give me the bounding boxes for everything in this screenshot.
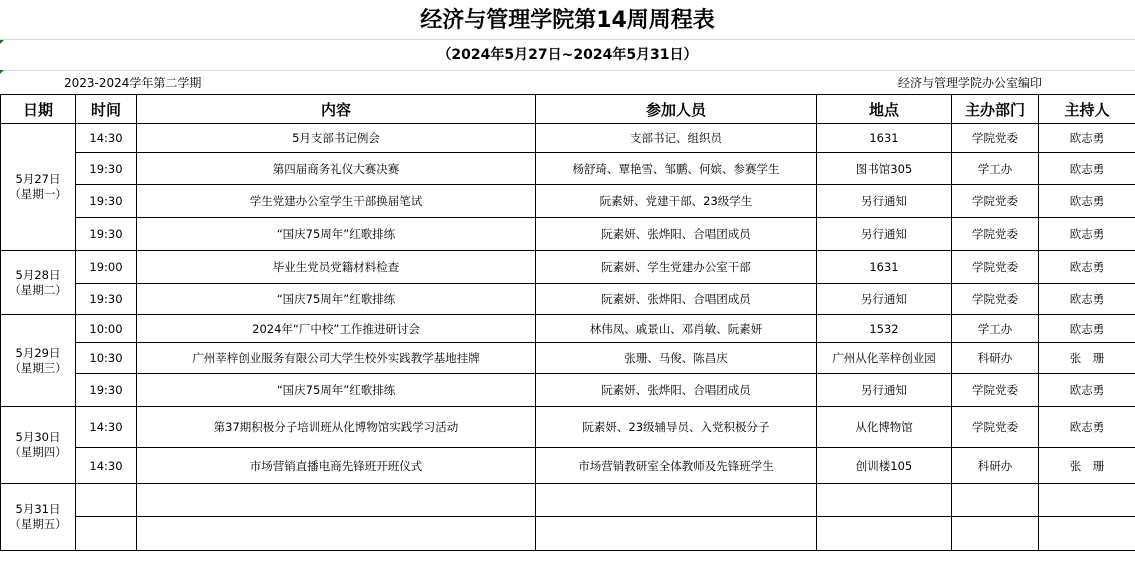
host-cell: 欧志勇 [1039, 153, 1135, 185]
location-cell: 广州从化莘梓创业园 [817, 343, 952, 374]
time-cell: 14:30 [76, 124, 137, 153]
day-cell [1, 124, 76, 251]
day-weekday: （星期二） [9, 282, 67, 297]
department-cell: 学院党委 [952, 407, 1039, 448]
time-cell: 19:30 [76, 284, 137, 315]
time-cell: 14:30 [76, 448, 137, 484]
department-cell: 学院党委 [952, 284, 1039, 315]
host-cell: 欧志勇 [1039, 185, 1135, 218]
department-cell: 科研办 [952, 343, 1039, 374]
host-cell: 张 珊 [1039, 343, 1135, 374]
location-cell: 从化博物馆 [817, 407, 952, 448]
host-cell [1039, 484, 1135, 517]
time-cell: 10:00 [76, 315, 137, 343]
time-cell: 19:30 [76, 185, 137, 218]
content-cell: 5月支部书记例会 [137, 124, 536, 153]
host-cell: 欧志勇 [1039, 407, 1135, 448]
department-cell: 学院党委 [952, 185, 1039, 218]
content-cell: 2024年“厂中校”工作推进研讨会 [137, 315, 536, 343]
day-weekday: （星期三） [9, 360, 67, 375]
compiler-label: 经济与管理学院办公室编印 [898, 76, 1043, 90]
content-cell [137, 517, 536, 551]
participants-cell: 阮素妍、张烨阳、合唱团成员 [536, 218, 817, 251]
time-cell [76, 517, 137, 551]
table-row [1, 315, 1135, 343]
content-cell [137, 484, 536, 517]
location-cell: 图书馆305 [817, 153, 952, 185]
department-cell: 科研办 [952, 448, 1039, 484]
participants-cell: 阮素妍、张烨阳、合唱团成员 [536, 374, 817, 407]
host-cell: 张 珊 [1039, 448, 1135, 484]
day-date: 5月29日 [15, 345, 61, 360]
day-date: 5月28日 [15, 267, 61, 282]
day-cell [1, 251, 76, 315]
day-weekday: （星期一） [9, 187, 67, 201]
table-row [1, 124, 1135, 153]
page-title: 经济与管理学院第14周周程表 [420, 8, 715, 33]
participants-cell [536, 517, 817, 551]
day-weekday: （星期五） [9, 517, 67, 531]
header-content: 内容 [137, 95, 536, 124]
content-cell: 第四届商务礼仪大赛决赛 [137, 153, 536, 185]
table-row [1, 284, 1135, 315]
table-row [1, 153, 1135, 185]
header-date: 日期 [1, 95, 76, 124]
table-row [1, 185, 1135, 218]
header-department: 主办部门 [952, 95, 1039, 124]
department-cell: 学工办 [952, 315, 1039, 343]
participants-cell: 支部书记、组织员 [536, 124, 817, 153]
day-date: 5月30日 [15, 430, 61, 444]
day-date: 5月27日 [15, 172, 61, 186]
date-range: （2024年5月27日~2024年5月31日） [437, 47, 698, 63]
semester-label: 2023-2024学年第二学期 [64, 76, 202, 90]
participants-cell: 阮素妍、张烨阳、合唱团成员 [536, 284, 817, 315]
participants-cell [536, 484, 817, 517]
cell-marker-icon [0, 70, 4, 74]
host-cell: 欧志勇 [1039, 124, 1135, 153]
host-cell: 欧志勇 [1039, 218, 1135, 251]
participants-cell: 市场营销教研室全体教师及先锋班学生 [536, 448, 817, 484]
content-cell: 毕业生党员党籍材料检查 [137, 251, 536, 284]
time-cell: 19:30 [76, 218, 137, 251]
department-cell [952, 517, 1039, 551]
host-cell: 欧志勇 [1039, 374, 1135, 407]
header-row [1, 95, 1135, 124]
table-row [1, 251, 1135, 284]
department-cell: 学院党委 [952, 374, 1039, 407]
location-cell: 1631 [817, 124, 952, 153]
schedule-table [0, 94, 1135, 551]
time-cell [76, 484, 137, 517]
location-cell: 另行通知 [817, 185, 952, 218]
time-cell: 19:00 [76, 251, 137, 284]
content-cell: 广州莘梓创业服务有限公司大学生校外实践教学基地挂牌 [137, 343, 536, 374]
day-weekday: （星期四） [9, 445, 67, 459]
content-cell: “国庆75周年”红歌排练 [137, 284, 536, 315]
participants-cell: 林伟凤、戚景山、邓肖敏、阮素妍 [536, 315, 817, 343]
participants-cell: 杨舒琦、覃艳雪、邹鹏、何嫔、参赛学生 [536, 153, 817, 185]
participants-cell: 阮素妍、学生党建办公室干部 [536, 251, 817, 284]
host-cell: 欧志勇 [1039, 251, 1135, 284]
table-row [1, 484, 1135, 517]
host-cell: 欧志勇 [1039, 284, 1135, 315]
table-row [1, 407, 1135, 448]
host-cell: 欧志勇 [1039, 315, 1135, 343]
participants-cell: 张珊、马俊、陈昌庆 [536, 343, 817, 374]
time-cell: 14:30 [76, 407, 137, 448]
cell-marker-icon [0, 40, 4, 44]
participants-cell: 阮素妍、23级辅导员、入党积极分子 [536, 407, 817, 448]
participants-cell: 阮素妍、党建干部、23级学生 [536, 185, 817, 218]
table-row [1, 218, 1135, 251]
table-row [1, 517, 1135, 551]
content-cell: 市场营销直播电商先锋班开班仪式 [137, 448, 536, 484]
department-cell: 学工办 [952, 153, 1039, 185]
content-cell: “国庆75周年”红歌排练 [137, 218, 536, 251]
location-cell: 另行通知 [817, 374, 952, 407]
day-cell [1, 484, 76, 551]
content-cell: 学生党建办公室学生干部换届笔试 [137, 185, 536, 218]
header-time: 时间 [76, 95, 137, 124]
header-participants: 参加人员 [536, 95, 817, 124]
location-cell: 1631 [817, 251, 952, 284]
department-cell: 学院党委 [952, 218, 1039, 251]
time-cell: 19:30 [76, 374, 137, 407]
content-cell: 第37期积极分子培训班从化博物馆实践学习活动 [137, 407, 536, 448]
header-host: 主持人 [1039, 95, 1135, 124]
location-cell [817, 484, 952, 517]
content-cell: “国庆75周年”红歌排练 [137, 374, 536, 407]
table-row [1, 448, 1135, 484]
time-cell: 10:30 [76, 343, 137, 374]
department-cell: 学院党委 [952, 251, 1039, 284]
day-cell [1, 407, 76, 484]
department-cell [952, 484, 1039, 517]
location-cell: 创训楼105 [817, 448, 952, 484]
host-cell [1039, 517, 1135, 551]
day-date: 5月31日 [15, 502, 61, 516]
table-row [1, 374, 1135, 407]
time-cell: 19:30 [76, 153, 137, 185]
table-row [1, 343, 1135, 374]
location-cell: 另行通知 [817, 284, 952, 315]
location-cell: 另行通知 [817, 218, 952, 251]
header-location: 地点 [817, 95, 952, 124]
day-cell [1, 315, 76, 407]
location-cell: 1532 [817, 315, 952, 343]
location-cell [817, 517, 952, 551]
department-cell: 学院党委 [952, 124, 1039, 153]
